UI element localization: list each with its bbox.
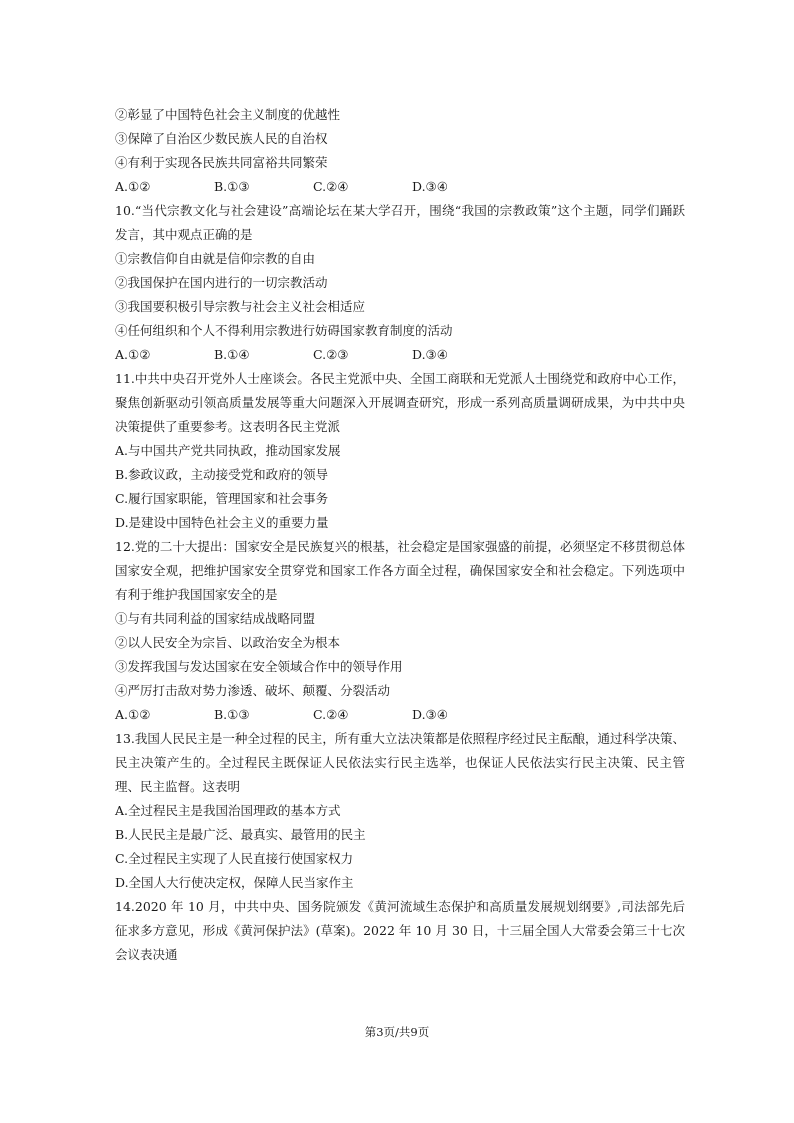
q10-stem: 10.“当代宗教文化与社会建设”高端论坛在某大学召开，围绕“我国的宗教政策”这个主题，同学们踊跃发言，其中观点正确的是	[115, 203, 685, 242]
question-9-continued	[115, 103, 685, 199]
q14-stem: 14.2020 年 10 月，中共中央、国务院颁发《黄河流域生态保护和高质量发展规划纲要》,司法部先后征求多方意见，形成《黄河保护法》(草案)。2022 年 10 月 30 日，十三届全国人大常委会第三十七次会议表决通	[115, 899, 685, 962]
q12-item-3: ③发挥我国与发达国家在安全领域合作中的领导作用	[115, 659, 403, 674]
q13-stem: 13.我国人民民主是一种全过程的民主，所有重大立法决策都是依照程序经过民主酝酿，通过科学决策、民主决策产生的。全过程民主既保证人民依法实行民主选举，也保证人民依法实行民主决策、民主管理、民主监督。这表明	[115, 731, 685, 794]
q12-option-a: A.①②	[115, 707, 151, 722]
q9-item-2: ②彰显了中国特色社会主义制度的优越性	[115, 107, 341, 122]
q10-option-c: C.②③	[313, 347, 349, 362]
q12-stem: 12.党的二十大提出：国家安全是民族复兴的根基，社会稳定是国家强盛的前提，必须坚定不移贯彻总体国家安全观，把维护国家安全贯穿党和国家工作各方面全过程，确保国家安全和社会稳定。下列选项中有利于维护我国国家安全的是	[115, 539, 685, 602]
q9-option-b: B.①③	[214, 179, 250, 194]
q10-item-2: ②我国保护在国内进行的一切宗教活动	[115, 275, 328, 290]
q12-options	[115, 703, 685, 727]
q12-option-d: D.③④	[412, 707, 448, 722]
q12-item-1: ①与有共同利益的国家结成战略同盟	[115, 611, 316, 626]
q10-option-b: B.①④	[214, 347, 250, 362]
q10-item-4: ④任何组织和个人不得利用宗教进行妨碍国家教育制度的活动	[115, 323, 453, 338]
q10-item-1: ①宗教信仰自由就是信仰宗教的自由	[115, 251, 316, 266]
q12-option-c: C.②④	[313, 707, 349, 722]
q9-option-c: C.②④	[313, 179, 349, 194]
q10-option-d: D.③④	[412, 347, 448, 362]
q9-item-3: ③保障了自治区少数民族人民的自治权	[115, 131, 328, 146]
page-number: 第3页/共9页	[364, 1025, 430, 1039]
q10-options	[115, 343, 685, 367]
q9-option-d: D.③④	[412, 179, 448, 194]
q11-choice-d: D.是建设中国特色社会主义的重要力量	[115, 515, 329, 530]
question-14	[115, 895, 685, 967]
question-12	[115, 535, 685, 727]
question-10	[115, 199, 685, 367]
q11-choice-b: B.参政议政，主动接受党和政府的领导	[115, 467, 329, 482]
question-13	[115, 727, 685, 895]
question-content	[115, 103, 685, 967]
q12-item-4: ④严厉打击敌对势力渗透、破坏、颠覆、分裂活动	[115, 683, 391, 698]
q12-option-b: B.①③	[214, 707, 250, 722]
q13-choice-c: C.全过程民主实现了人民直接行使国家权力	[115, 851, 354, 866]
q13-choice-d: D.全国人大行使决定权，保障人民当家作主	[115, 875, 354, 890]
q9-option-a: A.①②	[115, 179, 151, 194]
q13-choice-a: A.全过程民主是我国治国理政的基本方式	[115, 803, 341, 818]
q9-options	[115, 175, 685, 199]
q13-choice-b: B.人民民主是最广泛、最真实、最管用的民主	[115, 827, 366, 842]
q12-item-2: ②以人民安全为宗旨、以政治安全为根本	[115, 635, 341, 650]
q10-option-a: A.①②	[115, 347, 151, 362]
q10-item-3: ③我国要积极引导宗教与社会主义社会相适应	[115, 299, 366, 314]
question-11	[115, 367, 685, 535]
q11-choice-a: A.与中国共产党共同执政，推动国家发展	[115, 443, 341, 458]
q11-stem: 11.中共中央召开党外人士座谈会。各民主党派中央、全国工商联和无党派人士围绕党和政府中心工作，聚焦创新驱动引领高质量发展等重大问题深入开展调查研究，形成一系列高质量调研成果，为中共中央决策提供了重要参考。这表明各民主党派	[115, 371, 685, 434]
q11-choice-c: C.履行国家职能，管理国家和社会事务	[115, 491, 329, 506]
q9-item-4: ④有利于实现各民族共同富裕共同繁荣	[115, 155, 328, 170]
